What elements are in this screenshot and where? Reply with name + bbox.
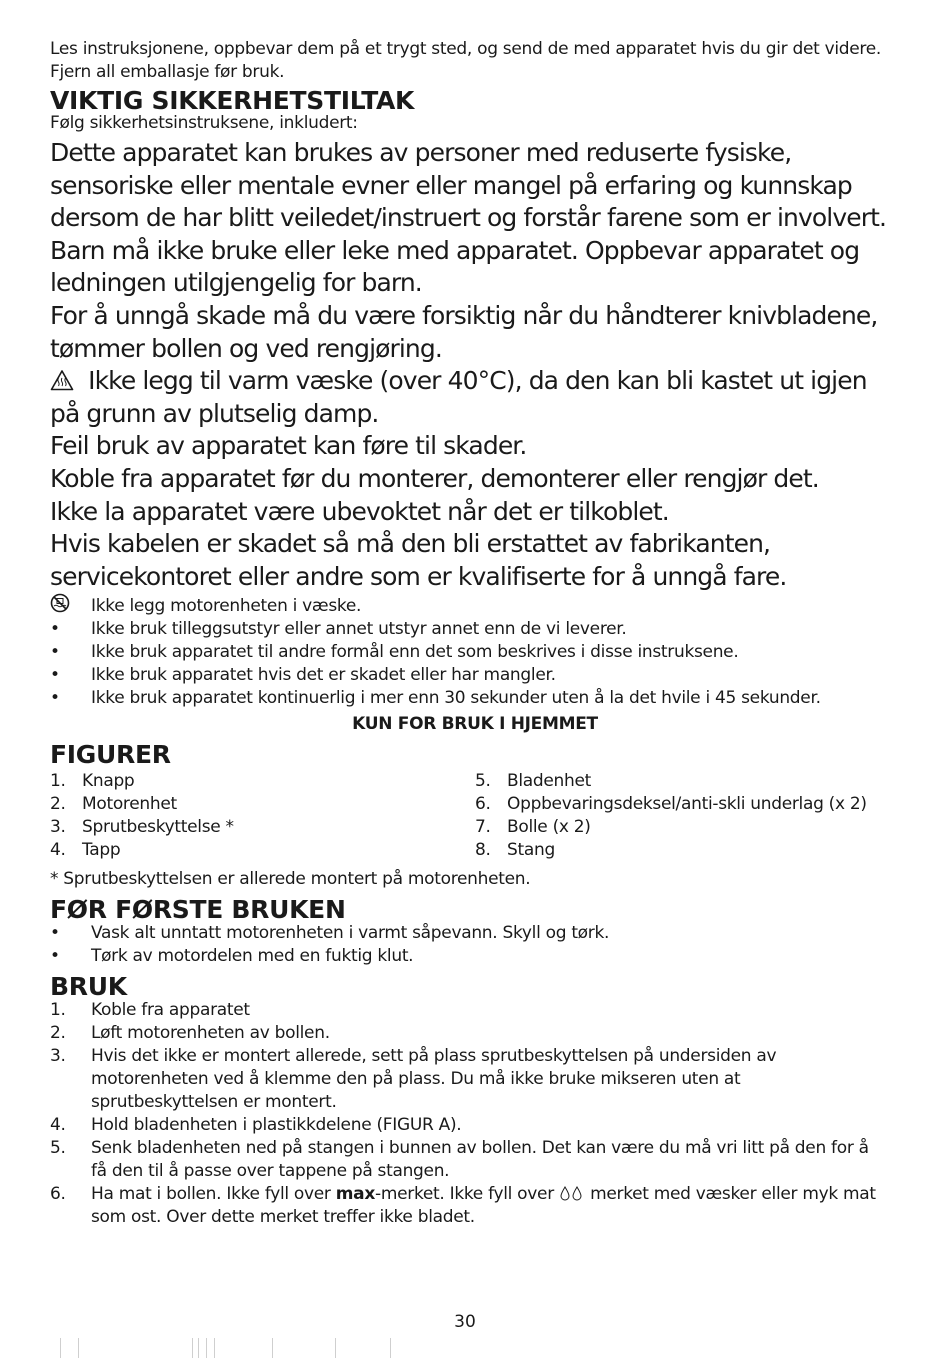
safety-paragraph-1: Dette apparatet kan brukes av personer med reduserte fysiske, sensoriske eller mentale evner eller mangel på erfaring og kunnskap dersom de har blitt veiledet/instruert og forstår farene som er involvert. Barn må ikke bruke eller leke med apparatet. Oppbevar apparatet og ledningen utilgjengelig for barn. (50, 138, 887, 298)
bullet: • (50, 946, 60, 967)
list-item-text: Vask alt unntatt motorenheten i varmt såpevann. Skyll og tørk. (91, 923, 610, 944)
list-item (50, 945, 900, 968)
bullet: • (50, 923, 60, 944)
list-item (50, 664, 900, 687)
page-number: 30 (454, 1312, 476, 1332)
step-text: Koble fra apparatet (91, 1000, 250, 1021)
before-first-use-heading: FØR FØRSTE BRUKEN (50, 895, 346, 925)
figure-label: Tapp (82, 840, 121, 861)
step-text: Hvis det ikke er montert allerede, sett på plass sprutbeskyttelsen på undersiden av motorenheten ved å klemme den på plass. Du må ikke bruke mikseren uten at sprutbeskyttelsen er montert. (91, 1046, 777, 1113)
safety-paragraph-5: Koble fra apparatet før du monterer, demonterer eller rengjør det. (50, 463, 819, 493)
list-item (50, 687, 900, 710)
step-number: 4. (50, 1115, 66, 1136)
usage-step (50, 1137, 900, 1183)
figure-label: Stang (507, 840, 555, 861)
safety-paragraph-7: Hvis kabelen er skadet så må den bli erstattet av fabrikanten, servicekontoret eller andre som er kvalifiserte for å unngå fare. (50, 529, 787, 591)
figures-heading: FIGURER (50, 740, 171, 770)
safety-heading: VIKTIG SIKKERHETSTILTAK (50, 86, 415, 115)
hot-liquid-warning (50, 365, 900, 430)
figure-number: 5. (475, 771, 491, 792)
max-mark-label: max (335, 1184, 375, 1205)
figures-footnote: * Sprutbeskyttelsen er allerede montert på motorenheten. (50, 869, 531, 890)
bullet: • (50, 665, 60, 686)
figure-number: 7. (475, 817, 491, 838)
list-item-text: Tørk av motordelen med en fuktig klut. (91, 946, 414, 967)
no-immerse-item (50, 593, 900, 618)
figures-list (50, 770, 900, 862)
figure-label: Sprutbeskyttelse * (82, 817, 234, 838)
no-immerse-text: Ikke legg motorenheten i væske. (91, 596, 362, 617)
safety-paragraph-4: Feil bruk av apparatet kan føre til skader. (50, 431, 527, 461)
list-item-text: Ikke bruk tilleggsutstyr eller annet utstyr annet enn de vi leverer. (91, 619, 627, 640)
list-item-text: Ikke bruk apparatet kontinuerlig i mer enn 30 sekunder uten å la det hvile i 45 sekunder. (91, 688, 821, 709)
figure-label: Bolle (x 2) (507, 817, 591, 838)
list-item (50, 618, 900, 641)
intro-line-1: Les instruksjonene, oppbevar dem på et trygt sted, og send de med apparatet hvis du gir det videre. (50, 39, 881, 59)
step-text: Senk bladenheten ned på stangen i bunnen av bollen. Det kan være du må vri litt på den for å få den til å passe over tappene på stangen. (91, 1138, 869, 1182)
figure-item (50, 816, 475, 839)
figure-item (50, 839, 475, 862)
safety-paragraph-2: For å unngå skade må du være forsiktig når du håndterer knivbladene, tømmer bollen og ved rengjøring. (50, 300, 878, 363)
figure-item (475, 793, 867, 816)
list-item-text: Ikke bruk apparatet hvis det er skadet eller har mangler. (91, 665, 556, 686)
figure-number: 1. (50, 771, 66, 792)
figure-item (50, 793, 475, 816)
figures-list-right (475, 770, 867, 862)
step-text-part: Ha mat i bollen. Ikke fyll over (91, 1184, 336, 1205)
step-text (91, 1183, 891, 1229)
usage-step (50, 1183, 900, 1229)
figure-label: Motorenhet (82, 794, 177, 815)
bullet: • (50, 619, 60, 640)
no-immerse-icon (50, 593, 91, 618)
hot-surface-warning-icon (50, 366, 81, 395)
step-number: 6. (50, 1184, 66, 1205)
figure-number: 3. (50, 817, 66, 838)
figure-number: 2. (50, 794, 66, 815)
step-number: 1. (50, 1000, 66, 1021)
figure-item (475, 839, 867, 862)
figures-list-left (50, 770, 475, 862)
hot-liquid-warning-text: Ikke legg til varm væske (over 40°C), da den kan bli kastet ut igjen på grunn av plutselig damp. (50, 366, 867, 428)
safety-subheading: Følg sikkerhetsinstruksene, inkludert: (50, 113, 358, 133)
list-item (50, 922, 900, 945)
step-text: Løft motorenheten av bollen. (91, 1023, 330, 1044)
figure-item (475, 816, 867, 839)
figure-number: 8. (475, 840, 491, 861)
usage-step (50, 1022, 900, 1045)
usage-step (50, 1045, 900, 1114)
usage-step (50, 999, 900, 1022)
household-only-notice: KUN FOR BRUK I HJEMMET (352, 714, 598, 735)
figure-number: 4. (50, 840, 66, 861)
usage-heading: BRUK (50, 972, 127, 1002)
step-number: 3. (50, 1046, 66, 1067)
manual-page (50, 38, 900, 1229)
liquid-drops-icon (559, 1184, 585, 1204)
step-number: 2. (50, 1023, 66, 1044)
usage-step (50, 1114, 900, 1137)
intro-line-2: Fjern all emballasje før bruk. (50, 62, 285, 82)
bullet: • (50, 642, 60, 663)
figure-item (475, 770, 867, 793)
step-text-part: -merket. Ikke fyll over (375, 1184, 559, 1205)
list-item (50, 641, 900, 664)
step-text: Hold bladenheten i plastikkdelene (FIGUR A). (91, 1115, 462, 1136)
step-number: 5. (50, 1138, 66, 1159)
step-text-part: merket med væsker eller myk mat som ost. Over dette merket treffer ikke bladet. (91, 1184, 876, 1228)
figure-label: Oppbevaringsdeksel/anti-skli underlag (x 2) (507, 794, 867, 815)
safety-paragraph-6: Ikke la apparatet være ubevoktet når det er tilkoblet. (50, 496, 669, 526)
list-item-text: Ikke bruk apparatet til andre formål enn det som beskrives i disse instruksene. (91, 642, 739, 663)
bullet: • (50, 688, 60, 709)
figure-label: Knapp (82, 771, 135, 792)
figure-number: 6. (475, 794, 491, 815)
figure-item (50, 770, 475, 793)
print-registration-marks (60, 1338, 460, 1358)
figure-label: Bladenhet (507, 771, 592, 792)
